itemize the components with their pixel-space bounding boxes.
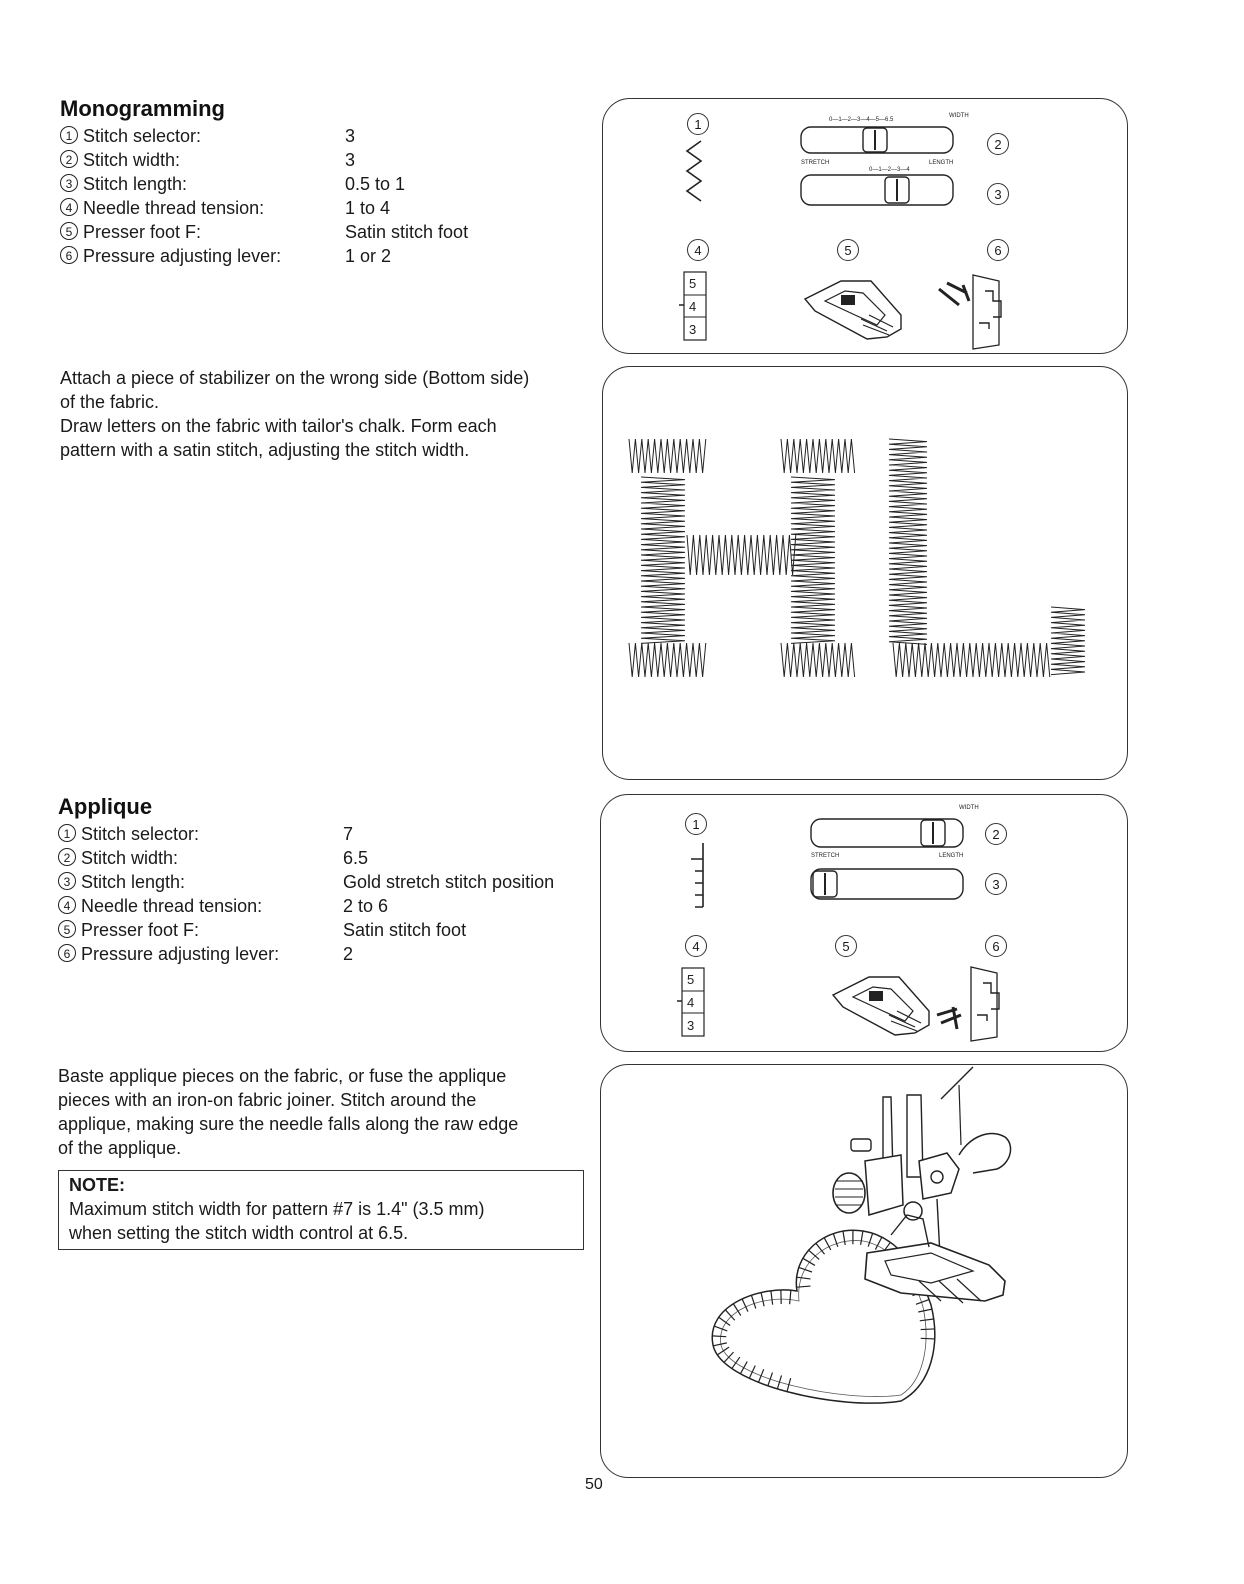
setting-label: Needle thread tension: xyxy=(81,896,263,916)
label-6: 6 xyxy=(985,935,1007,957)
pressure-lever-icon xyxy=(927,963,1017,1043)
note-line: Maximum stitch width for pattern #7 is 1.4" (3.5 mm) xyxy=(69,1199,485,1219)
presser-foot-heart-illustration xyxy=(601,1065,1129,1479)
label-2: 2 xyxy=(987,133,1009,155)
settings-row xyxy=(58,846,554,870)
tension-mark: 5 xyxy=(689,276,697,291)
settings-row xyxy=(58,942,554,966)
settings-row xyxy=(60,244,468,268)
paragraph-line: pieces with an iron-on fabric joiner. Stitch around the xyxy=(58,1090,477,1110)
setting-value: 1 to 4 xyxy=(345,198,391,218)
tension-mark: 3 xyxy=(687,1018,695,1033)
l-base xyxy=(893,643,1050,677)
tension-mark: 4 xyxy=(687,995,695,1010)
setting-label: Pressure adjusting lever: xyxy=(83,246,282,266)
paragraph-line: pattern with a satin stitch, adjusting the stitch width. xyxy=(60,440,470,460)
settings-row xyxy=(58,918,554,942)
paragraph-line: applique, making sure the needle falls along the raw edge xyxy=(58,1114,519,1134)
setting-label: Needle thread tension: xyxy=(83,198,265,218)
number-badge: 1 xyxy=(60,126,78,144)
settings-row xyxy=(60,172,468,196)
width-scale: 0—1—2—3—4—5—6.5 xyxy=(829,117,894,123)
note-box xyxy=(58,1170,584,1250)
paragraph-line: Baste applique pieces on the fabric, or fuse the applique xyxy=(58,1066,507,1086)
heart-stitch-tick xyxy=(921,1338,935,1339)
monogramming-settings xyxy=(60,124,468,268)
label-3: 3 xyxy=(987,183,1009,205)
note-line: when setting the stitch width control at 6.5. xyxy=(69,1223,409,1243)
number-badge: 4 xyxy=(60,198,78,216)
settings-row xyxy=(58,894,554,918)
h-crossbar xyxy=(687,535,796,575)
setting-label: Presser foot F: xyxy=(81,920,200,940)
applique-stitch-icon xyxy=(683,841,713,911)
presser-foot-icon xyxy=(829,971,939,1041)
applique-instructions xyxy=(58,1064,518,1160)
paragraph-line: Attach a piece of stabilizer on the wrong side (Bottom side) xyxy=(60,368,530,388)
settings-row xyxy=(60,148,468,172)
l-stem xyxy=(889,439,927,644)
zigzag-stitch-icon xyxy=(683,139,713,209)
label-4: 4 xyxy=(687,239,709,261)
setting-label: Stitch selector: xyxy=(81,824,200,844)
setting-value: 0.5 to 1 xyxy=(345,174,406,194)
setting-label: Stitch length: xyxy=(81,872,186,892)
width-length-dials-icon xyxy=(809,801,979,901)
number-badge: 1 xyxy=(58,824,76,842)
h-right-top-serif xyxy=(781,439,855,473)
setting-label: Stitch width: xyxy=(81,848,179,868)
l-foot-serif xyxy=(1051,607,1085,675)
number-badge: 2 xyxy=(60,150,78,168)
setting-label: Stitch selector: xyxy=(83,126,202,146)
page-number: 50 xyxy=(585,1476,603,1493)
width-length-dials-icon xyxy=(799,109,969,209)
number-badge: 5 xyxy=(58,920,76,938)
length-label: LENGTH xyxy=(939,853,964,859)
setting-value: 3 xyxy=(345,150,356,170)
label-3: 3 xyxy=(985,873,1007,895)
label-5: 5 xyxy=(837,239,859,261)
setting-value: 6.5 xyxy=(343,848,369,868)
label-1: 1 xyxy=(687,113,709,135)
settings-row xyxy=(58,822,554,846)
heart-stitch-tick xyxy=(712,1336,726,1337)
setting-value: 2 to 6 xyxy=(343,896,389,916)
monogram-example-diagram xyxy=(602,366,1128,780)
pressure-lever-icon xyxy=(929,271,1019,351)
stretch-label: STRETCH xyxy=(801,160,830,166)
tension-mark: 3 xyxy=(689,322,697,337)
paragraph-line: of the fabric. xyxy=(60,392,160,412)
settings-row xyxy=(60,220,468,244)
h-left-stem xyxy=(641,477,685,643)
number-badge: 3 xyxy=(58,872,76,890)
number-badge: 5 xyxy=(60,222,78,240)
label-2: 2 xyxy=(985,823,1007,845)
monogramming-heading: Monogramming xyxy=(60,96,225,121)
tension-mark: 5 xyxy=(687,972,695,987)
setting-value: 7 xyxy=(343,824,354,844)
tension-dial-icon xyxy=(683,271,709,343)
h-left-bottom-serif xyxy=(629,643,706,677)
applique-illustration xyxy=(600,1064,1128,1478)
monogramming-instructions xyxy=(60,366,529,462)
setting-label: Stitch length: xyxy=(83,174,188,194)
setting-value: Satin stitch foot xyxy=(343,920,467,940)
tension-dial-icon xyxy=(681,967,707,1039)
label-4: 4 xyxy=(685,935,707,957)
number-badge: 2 xyxy=(58,848,76,866)
setting-label: Presser foot F: xyxy=(83,222,202,242)
setting-value: Satin stitch foot xyxy=(345,222,469,242)
monogramming-settings-diagram xyxy=(602,98,1128,354)
h-right-bottom-serif xyxy=(781,643,855,677)
paragraph-line: of the applique. xyxy=(58,1138,182,1158)
h-left-top-serif xyxy=(629,439,706,473)
settings-row xyxy=(60,124,468,148)
paragraph-line: Draw letters on the fabric with tailor's chalk. Form each xyxy=(60,416,497,436)
heart-stitch-tick xyxy=(921,1329,935,1330)
number-badge: 4 xyxy=(58,896,76,914)
setting-value: 3 xyxy=(345,126,356,146)
presser-foot-icon xyxy=(801,275,911,345)
setting-value: 1 or 2 xyxy=(345,246,392,266)
hl-satin-stitch-letters xyxy=(603,367,1129,781)
length-label: LENGTH xyxy=(929,160,954,166)
setting-label: Stitch width: xyxy=(83,150,181,170)
width-label: WIDTH xyxy=(949,113,969,119)
label-5: 5 xyxy=(835,935,857,957)
setting-label: Pressure adjusting lever: xyxy=(81,944,280,964)
settings-row xyxy=(58,870,554,894)
number-badge: 6 xyxy=(60,246,78,264)
label-6: 6 xyxy=(987,239,1009,261)
width-label: WIDTH xyxy=(959,805,979,811)
number-badge: 3 xyxy=(60,174,78,192)
label-1: 1 xyxy=(685,813,707,835)
number-badge: 6 xyxy=(58,944,76,962)
note-title: NOTE: xyxy=(69,1175,125,1195)
applique-heading: Applique xyxy=(58,794,153,819)
applique-settings-diagram xyxy=(600,794,1128,1052)
applique-settings xyxy=(58,822,554,966)
tension-mark: 4 xyxy=(689,299,697,314)
stretch-label: STRETCH xyxy=(811,853,840,859)
length-scale: 0—1—2—3—4 xyxy=(869,167,910,173)
settings-row xyxy=(60,196,468,220)
setting-value: Gold stretch stitch position xyxy=(343,872,555,892)
thumb-screw xyxy=(833,1173,865,1213)
setting-value: 2 xyxy=(343,944,354,964)
h-right-stem xyxy=(791,477,835,643)
